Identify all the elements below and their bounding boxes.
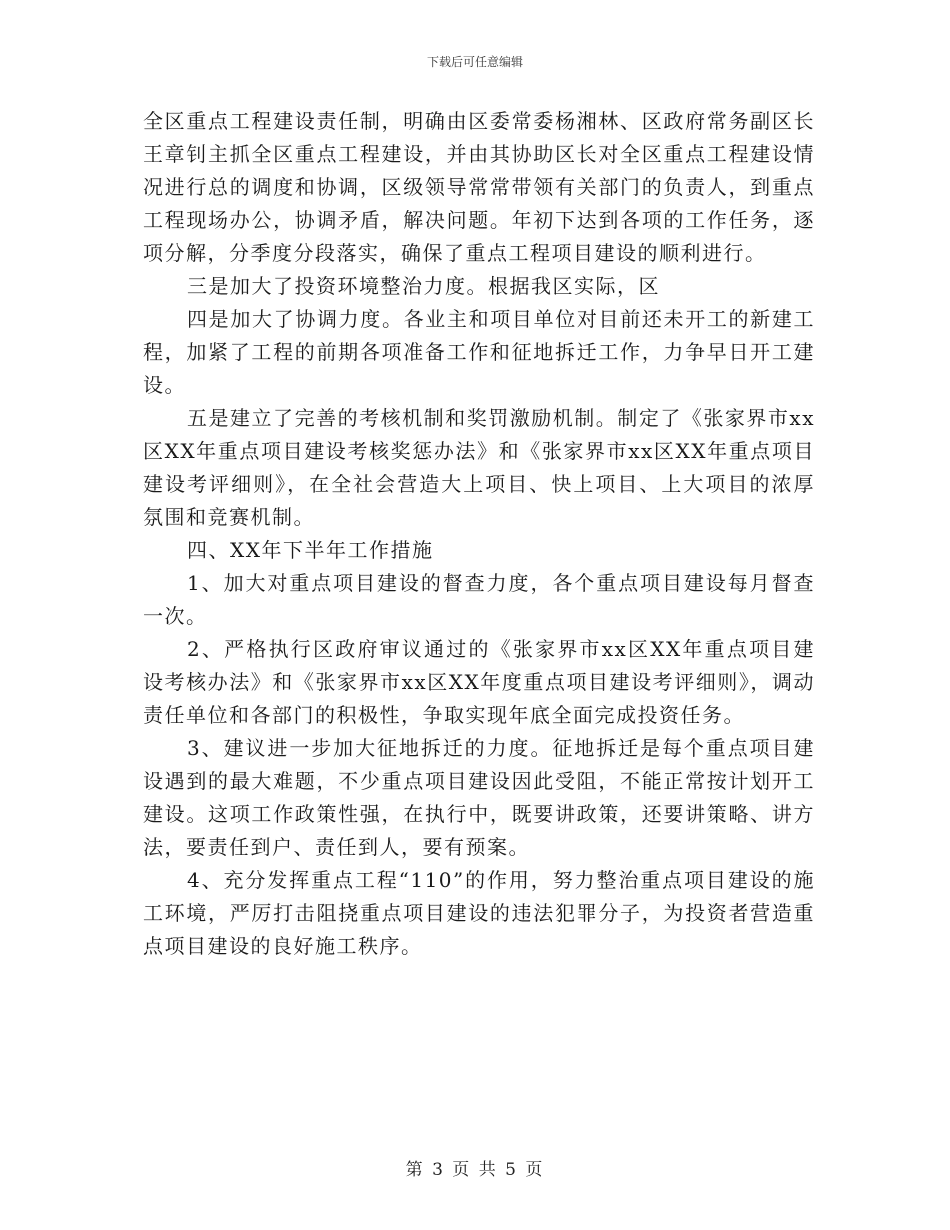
- page-number: 第 3 页 共 5 页: [405, 1160, 545, 1180]
- paragraph: 四是加大了协调力度。各业主和项目单位对目前还未开工的新建工程，加紧了工程的前期各项准备工作和征地拆迁工作，力争早日开工建设。: [143, 307, 815, 397]
- document-body: [143, 105, 815, 963]
- paragraph: 三是加大了投资环境整治力度。根据我区实际，区: [187, 274, 660, 298]
- list-item: 3、建议进一步加大征地拆迁的力度。征地拆迁是每个重点项目建设遇到的最大难题，不少重点项目建设因此受阻，不能正常按计划开工建设。这项工作政策性强，在执行中，既要讲政策，还要讲策略、讲方法，要责任到户、责任到人，要有预案。: [143, 736, 815, 859]
- paragraph: 五是建立了完善的考核机制和奖罚激励机制。制定了《张家界市xx区XX年重点项目建设考核奖惩办法》和《张家界市xx区XX年重点项目建设考评细则》，在全社会营造大上项目、快上项目、上大项目的浓厚氛围和竞赛机制。: [143, 406, 815, 529]
- list-item: 2、严格执行区政府审议通过的《张家界市xx区XX年重点项目建设考核办法》和《张家界市xx区XX年度重点项目建设考评细则》，调动责任单位和各部门的积极性，争取实现年底全面完成投资任务。: [143, 637, 815, 727]
- section-heading: 四、XX年下半年工作措施: [187, 538, 434, 562]
- page-header: 下载后可任意编辑: [426, 55, 523, 69]
- list-item: 1、加大对重点项目建设的督查力度，各个重点项目建设每月督查一次。: [143, 571, 815, 628]
- list-item: 4、充分发挥重点工程“110”的作用，努力整治重点项目建设的施工环境，严厉打击阻挠重点项目建设的违法犯罪分子，为投资者营造重点项目建设的良好施工秩序。: [143, 868, 815, 958]
- paragraph: 全区重点工程建设责任制，明确由区委常委杨湘林、区政府常务副区长王章钊主抓全区重点工程建设，并由其协助区长对全区重点工程建设情况进行总的调度和协调，区级领导常常带领有关部门的负责人，到重点工程现场办公，协调矛盾，解决问题。年初下达到各项的工作任务，逐项分解，分季度分段落实，确保了重点工程项目建设的顺利进行。: [143, 109, 815, 265]
